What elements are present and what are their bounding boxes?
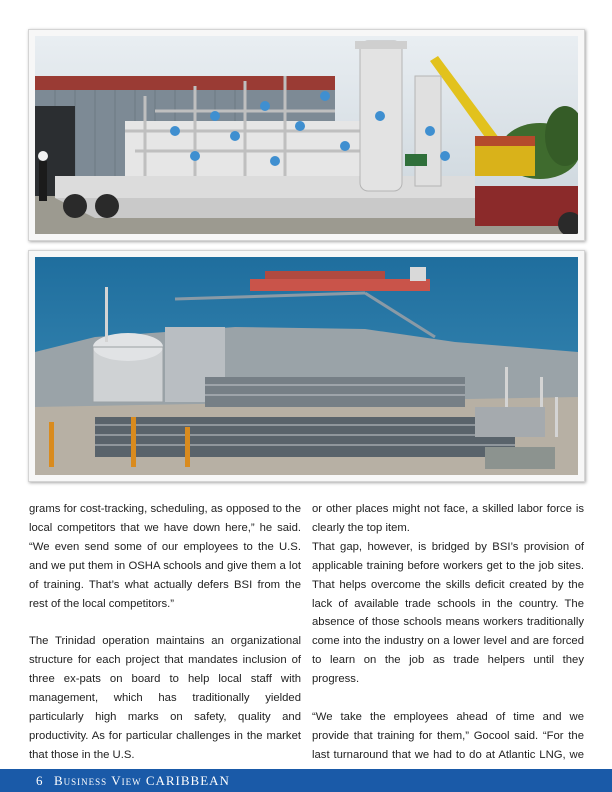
page-number: 6: [36, 773, 43, 788]
footer-bar: [0, 769, 612, 792]
paragraph: The Trinidad operation maintains an organizational structure for each project that mandates inclusion of three ex-pats on board to help local staff with management, which has traditionally yielded particularly high marks on safety, quality and productivity. As for particular challenges in the market that those in the U.S.: [29, 635, 301, 761]
photo-skid-module: [28, 29, 585, 241]
paragraph: That gap, however, is bridged by BSI’s provision of applicable training before workers get to the job sites. That helps overcome the skills deficit created by the lack of available trade schools in the country. The absence of those schools means workers traditionally come into the industry on a lower level and are forced to learn on the job as trade helpers until they progress.: [312, 540, 584, 686]
article-column-right: [312, 500, 584, 784]
paragraph: or other places might not face, a skilled labor force is clearly the top item.: [312, 503, 584, 534]
paragraph: “We take the employees ahead of time and we provide that training for them,” Gocool said. “For the last turnaround that we had to do at Atlantic LNG, we: [312, 710, 584, 761]
article-column-left: [29, 500, 301, 765]
paragraph: grams for cost-tracking, scheduling, as opposed to the local competitors that we have down here,” he said. “We even send some of our employees to the U.S. and we put them in OSHA schools and give them a lot of training. That’s what actually defers BSI from the rest of the local competitors.”: [29, 503, 301, 610]
lng-plant-photo: [35, 257, 578, 475]
photo-lng-plant: [28, 250, 585, 482]
publication-name: Business View CARIBBEAN: [54, 773, 230, 788]
skid-module-photo: [35, 36, 578, 234]
